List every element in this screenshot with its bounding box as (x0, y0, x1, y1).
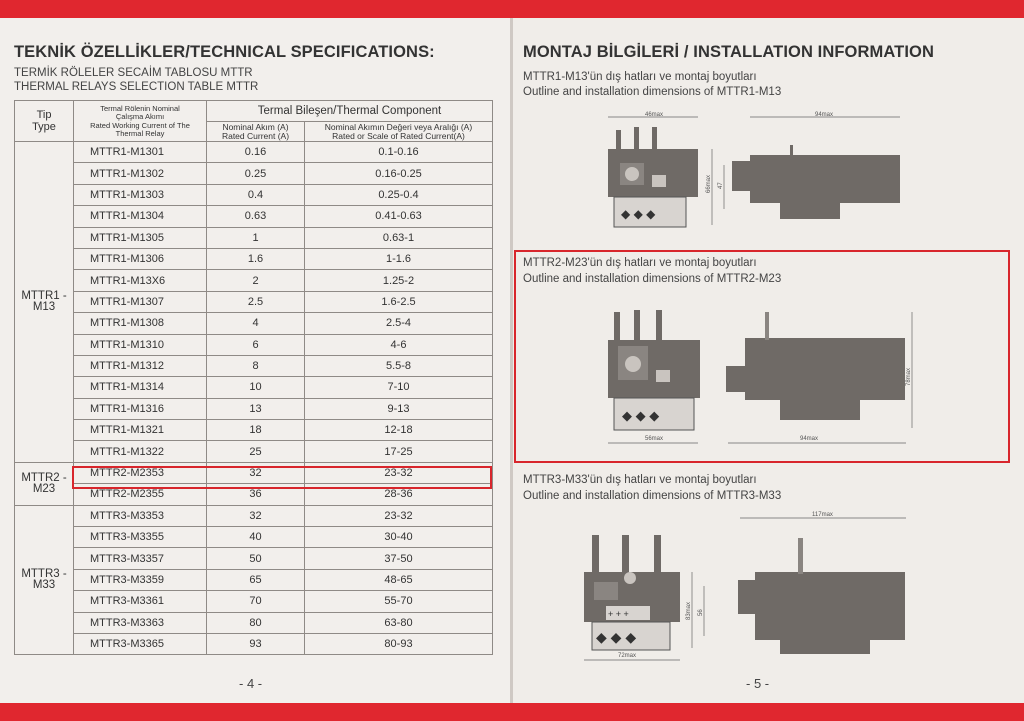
model-cell: MTTR3-M3355 (74, 527, 207, 548)
section-3-title-tr: MTTR3-M33'ün dış hatları ve montaj boyutları (523, 474, 757, 486)
mttr2-side-view (726, 312, 905, 420)
header-nominal-tr: Nominal Akım (A) (222, 121, 289, 132)
model-cell: MTTR1-M1308 (74, 313, 207, 334)
mttr1-m13-outline-drawing (600, 105, 920, 235)
mttr2-side-width-label: 94max (800, 436, 819, 442)
current-range-cell: 12-18 (305, 420, 493, 441)
rated-current-cell: 18 (207, 420, 305, 441)
svg-text:◆ ◆ ◆: ◆ ◆ ◆ (596, 629, 637, 645)
table-row (15, 548, 493, 569)
rated-current-cell: 2.5 (207, 291, 305, 312)
current-range-cell: 2.5-4 (305, 313, 493, 334)
header-nominal-current (207, 122, 305, 142)
table-row (15, 248, 493, 269)
top-red-band (0, 0, 1024, 18)
table-body (15, 142, 493, 655)
model-cell: MTTR1-M1316 (74, 398, 207, 419)
current-range-cell: 9-13 (305, 398, 493, 419)
table-row (15, 163, 493, 184)
mttr1-side-view (732, 145, 900, 219)
current-range-cell: 23-32 (305, 505, 493, 526)
header-current-range (305, 122, 493, 142)
model-cell: MTTR3-M3357 (74, 548, 207, 569)
left-page-number: - 4 - (239, 676, 263, 691)
table-row (15, 420, 493, 441)
section-2-title-en: Outline and installation dimensions of MTTR2-M23 (523, 273, 782, 285)
model-cell: MTTR1-M1301 (74, 142, 207, 163)
header-thermal-component: Termal Bileşen/Thermal Component (207, 101, 493, 122)
type-group-cell: MTTR3 -M33 (15, 505, 74, 655)
rated-current-cell: 0.16 (207, 142, 305, 163)
rated-current-cell: 93 (207, 633, 305, 654)
model-cell: MTTR2-M2355 (74, 484, 207, 505)
type-group-cell: MTTR1 -M13 (15, 142, 74, 463)
current-range-cell: 63-80 (305, 612, 493, 633)
model-cell: MTTR1-M1321 (74, 420, 207, 441)
current-range-cell: 0.41-0.63 (305, 206, 493, 227)
header-type-en: Type (32, 121, 56, 133)
model-cell: MTTR1-M1303 (74, 184, 207, 205)
current-range-cell: 55-70 (305, 591, 493, 612)
model-cell: MTTR1-M1305 (74, 227, 207, 248)
rated-current-cell: 32 (207, 462, 305, 483)
mttr3-height-label: 56 (698, 609, 704, 616)
current-range-cell: 5.5-8 (305, 355, 493, 376)
current-range-cell: 17-25 (305, 441, 493, 462)
model-cell: MTTR1-M1310 (74, 334, 207, 355)
table-row (15, 227, 493, 248)
current-range-cell: 0.25-0.4 (305, 184, 493, 205)
rated-current-cell: 80 (207, 612, 305, 633)
rated-current-cell: 6 (207, 334, 305, 355)
header-range-tr: Nominal Akımın Değeri veya Aralığı (A) (324, 121, 473, 132)
header-rated-tr: Termal Rölenin Nominal Çalışma Akımı (100, 104, 180, 121)
current-range-cell: 28-36 (305, 484, 493, 505)
mttr3-front-width-label: 72max (618, 653, 637, 659)
model-cell: MTTR3-M3359 (74, 569, 207, 590)
table-row (15, 441, 493, 462)
model-cell: MTTR1-M1307 (74, 291, 207, 312)
mttr1-front-width-label: 46max (645, 112, 664, 118)
mttr2-front-view (608, 310, 700, 430)
current-range-cell: 48-65 (305, 569, 493, 590)
rated-current-cell: 4 (207, 313, 305, 334)
model-cell: MTTR1-M1306 (74, 248, 207, 269)
current-range-cell: 7-10 (305, 377, 493, 398)
current-range-cell: 0.63-1 (305, 227, 493, 248)
svg-text:◆ ◆ ◆: ◆ ◆ ◆ (621, 207, 656, 221)
model-cell: MTTR1-M1322 (74, 441, 207, 462)
table-row (15, 591, 493, 612)
mttr1-front-view (608, 127, 698, 227)
rated-current-cell: 0.25 (207, 163, 305, 184)
table-row (15, 270, 493, 291)
model-cell: MTTR3-M3361 (74, 591, 207, 612)
table-row (15, 633, 493, 654)
table-row (15, 377, 493, 398)
section-2-title-tr: MTTR2-M23'ün dış hatları ve montaj boyutları (523, 257, 757, 269)
rated-current-cell: 0.4 (207, 184, 305, 205)
selection-table (14, 100, 493, 655)
rated-current-cell: 1.6 (207, 248, 305, 269)
table-row (15, 612, 493, 633)
model-cell: MTTR1-M1302 (74, 163, 207, 184)
current-range-cell: 4-6 (305, 334, 493, 355)
rated-current-cell: 65 (207, 569, 305, 590)
model-cell: MTTR3-M3365 (74, 633, 207, 654)
table-row (15, 184, 493, 205)
mttr2-height-max-label: 78max (906, 367, 912, 386)
header-rated-en: Rated Working Current of The Thermal Relay (90, 121, 190, 138)
type-group-cell: MTTR2 -M23 (15, 462, 74, 505)
current-range-cell: 80-93 (305, 633, 493, 654)
rated-current-cell: 13 (207, 398, 305, 419)
rated-current-cell: 10 (207, 377, 305, 398)
rated-current-cell: 50 (207, 548, 305, 569)
table-row (15, 355, 493, 376)
table-row (15, 313, 493, 334)
current-range-cell: 1.25-2 (305, 270, 493, 291)
highlight-mttr2-m2353-row (72, 466, 492, 489)
table-row (15, 334, 493, 355)
table-row (15, 505, 493, 526)
model-cell: MTTR2-M2353 (74, 462, 207, 483)
table-row (15, 398, 493, 419)
rated-current-cell: 70 (207, 591, 305, 612)
section-1-title-en: Outline and installation dimensions of MTTR1-M13 (523, 86, 782, 98)
svg-text:◆ ◆ ◆: ◆ ◆ ◆ (622, 408, 660, 423)
right-page-number: - 5 - (746, 676, 770, 691)
section-1-title-tr: MTTR1-M13'ün dış hatları ve montaj boyutları (523, 71, 757, 83)
current-range-cell: 23-32 (305, 462, 493, 483)
section-3-title-en: Outline and installation dimensions of MTTR3-M33 (523, 490, 782, 502)
bottom-red-band (0, 703, 1024, 721)
table-row (15, 527, 493, 548)
mttr3-m33-outline-drawing (580, 510, 920, 668)
rated-current-cell: 1 (207, 227, 305, 248)
model-cell: MTTR1-M1312 (74, 355, 207, 376)
rated-current-cell: 8 (207, 355, 305, 376)
mttr3-front-view (584, 535, 680, 650)
current-range-cell: 0.1-0.16 (305, 142, 493, 163)
mttr3-height-max-label: 83max (686, 601, 692, 620)
table-row (15, 569, 493, 590)
rated-current-cell: 25 (207, 441, 305, 462)
header-tip: Tip (36, 109, 52, 121)
current-range-cell: 1.6-2.5 (305, 291, 493, 312)
current-range-cell: 1-1.6 (305, 248, 493, 269)
model-cell: MTTR1-M13X6 (74, 270, 207, 291)
table-subtitle-tr: TERMİK RÖLELER SECAİM TABLOSU MTTR (14, 67, 253, 79)
current-range-cell: 0.16-0.25 (305, 163, 493, 184)
header-nominal-en: Rated Current (A) (221, 130, 290, 141)
svg-text:+ + +: + + + (608, 609, 629, 619)
mttr2-m23-outline-drawing (600, 300, 920, 448)
rated-current-cell: 2 (207, 270, 305, 291)
table-row (15, 142, 493, 163)
rated-current-cell: 0.63 (207, 206, 305, 227)
mttr3-side-view (738, 538, 905, 654)
model-cell: MTTR1-M1304 (74, 206, 207, 227)
rated-current-cell: 36 (207, 484, 305, 505)
rated-current-cell: 40 (207, 527, 305, 548)
table-row (15, 206, 493, 227)
left-page-title: TEKNİK ÖZELLİKLER/TECHNICAL SPECIFICATIONS: (14, 43, 435, 61)
model-cell: MTTR1-M1314 (74, 377, 207, 398)
mttr3-side-width-label: 117max (812, 512, 833, 518)
header-type (15, 101, 74, 142)
mttr1-side-width-label: 94max (815, 112, 834, 118)
current-range-cell: 30-40 (305, 527, 493, 548)
right-page-title: MONTAJ BİLGİLERİ / INSTALLATION INFORMATION (523, 43, 934, 61)
table-subtitle-en: THERMAL RELAYS SELECTION TABLE MTTR (14, 81, 259, 93)
current-range-cell: 37-50 (305, 548, 493, 569)
mttr1-height-max-label: 66max (706, 174, 712, 193)
model-cell: MTTR3-M3353 (74, 505, 207, 526)
model-cell: MTTR3-M3363 (74, 612, 207, 633)
mttr2-front-width-label: 56max (645, 436, 664, 442)
rated-current-cell: 32 (207, 505, 305, 526)
header-range-en: Rated or Scale of Rated Current(A) (332, 130, 465, 141)
mttr1-height-label: 47 (718, 182, 724, 189)
table-row (15, 291, 493, 312)
header-rated-working-current (74, 101, 207, 142)
